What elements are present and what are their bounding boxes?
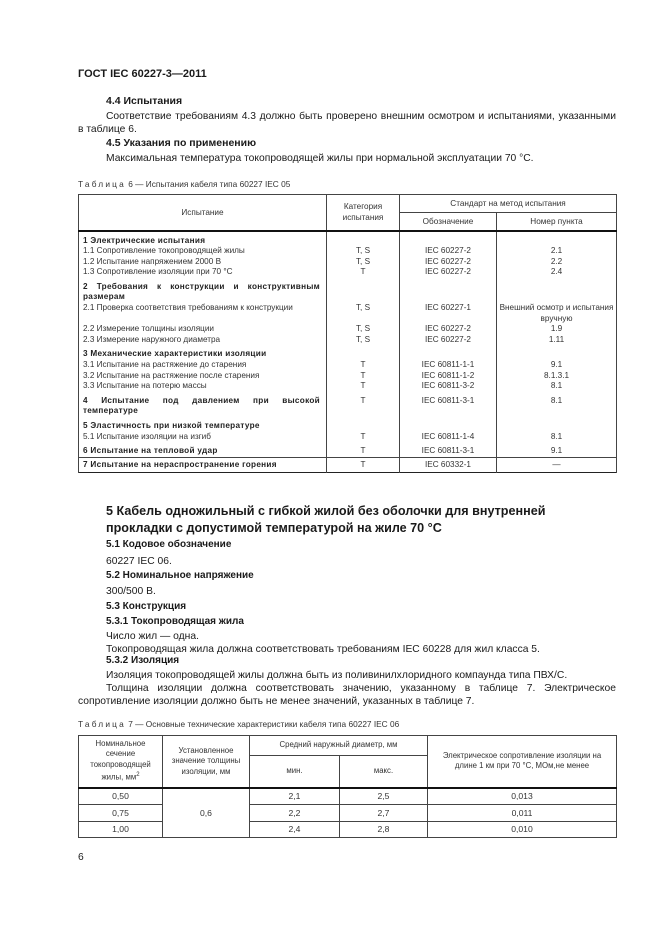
table-row [79,432,617,443]
table-row [79,788,617,805]
superscript: 2 [136,772,140,779]
header-max: макс. [340,756,428,788]
section-5-3-2-text-1: Изоляция токопроводящей жилы должна быть из поливинилхлоридного компаунда типа ПВХ/С. [106,670,568,681]
test-name: 1.3 Сопротивление изоляции при 70 °С [79,267,327,278]
test-name: 2.2 Измерение толщины изоляции [79,324,327,335]
clause-number: 8.1.3.1 [497,371,617,382]
table-row [79,360,617,371]
test-category: T, S [327,246,400,257]
standard-designation [400,278,497,303]
caption-label: Таблица [78,179,126,189]
clause-number: 1.11 [497,335,617,346]
section-4-5-title: 4.5 Указания по применению [106,137,257,149]
table-6-caption [78,179,290,189]
test-category: T [327,381,400,392]
table-row [79,303,617,324]
header-section-text: Номинальное сечение токопроводящей жилы, мм [90,738,151,783]
table-row [79,345,617,360]
caption-text: 6 — Испытания кабеля типа 60227 IEC 05 [128,179,291,189]
table-row [79,371,617,382]
table-7-caption [78,719,399,729]
table-row [79,417,617,432]
clause-number: 2.2 [497,257,617,268]
header-designation: Обозначение [400,213,497,231]
caption-text: 7 — Основные технические характеристики кабеля типа 60227 IEC 06 [128,719,400,729]
clause-number: 1.9 [497,324,617,335]
clause-number [497,417,617,432]
standard-designation: IEC 60811-1-2 [400,371,497,382]
diameter-max: 2,8 [340,821,428,838]
table-row [79,821,617,838]
nominal-section: 0,75 [79,805,163,822]
test-name: 5 Эластичность при низкой температуре [79,417,327,432]
standard-designation [400,345,497,360]
standard-designation [400,417,497,432]
insulation-resistance: 0,013 [428,788,617,805]
section-5-3-1-text-2: Токопроводящая жила должна соответствовать требованиям IEC 60228 для жил класса 5. [106,644,540,655]
header-standard: Стандарт на метод испытания [400,195,617,213]
clause-number: 2.1 [497,246,617,257]
test-category: T, S [327,303,400,324]
clause-number: Внешний осмотр и испытания вручную [497,303,617,324]
standard-designation: IEC 60811-3-1 [400,442,497,457]
section-5-3-1-title: 5.3.1 Токопроводящая жила [106,616,244,627]
table-row [79,257,617,268]
page-number: 6 [78,852,84,863]
clause-number: 2.4 [497,267,617,278]
table-row [79,324,617,335]
table-row [79,278,617,303]
clause-number: 9.1 [497,442,617,457]
clause-number: 8.1 [497,381,617,392]
table-row [79,381,617,392]
header-category: Категория испытания [327,195,400,231]
test-category: T, S [327,335,400,346]
test-name: 2.1 Проверка соответствия требованиям к конструкции [79,303,327,324]
standard-designation: IEC 60811-1-1 [400,360,497,371]
section-5-title: 5 Кабель одножильный с гибкой жилой без оболочки для внутренней прокладки с допустимой температурой на жиле 70 °С [106,504,546,535]
header-resistance: Электрическое сопротивление изоляции на длине 1 км при 70 °С, МОм,не менее [428,736,617,788]
standard-designation: IEC 60811-3-1 [400,392,497,417]
section-5-3-2-text-2: Толщина изоляции должна соответствовать значению, указанному в таблице 7. Электрическое сопротивление изоляции должно быть не менее значений, указанных в таблице 7. [78,683,616,707]
test-name: 4 Испытание под давлением при высокой температуре [79,392,327,417]
insulation-resistance: 0,010 [428,821,617,838]
header-section [79,736,163,788]
test-category: T [327,392,400,417]
test-name: 7 Испытание на нераспространение горения [79,457,327,473]
test-name: 2.3 Измерение наружного диаметра [79,335,327,346]
document-id: ГОСТ IEC 60227-3—2011 [78,68,207,80]
standard-designation: IEC 60227-2 [400,324,497,335]
clause-number [497,231,617,247]
header-clause: Номер пункта [497,213,617,231]
standard-designation: IEC 60332-1 [400,457,497,473]
clause-number: 9.1 [497,360,617,371]
test-category [327,345,400,360]
test-name: 3.2 Испытание на растяжение после старения [79,371,327,382]
test-name: 1.1 Сопротивление токопроводящей жилы [79,246,327,257]
section-5-2-text: 300/500 В. [106,586,156,597]
test-name: 3.1 Испытание на растяжение до старения [79,360,327,371]
table-row [79,392,617,417]
insulation-resistance: 0,011 [428,805,617,822]
header-min: мин. [250,756,340,788]
test-category [327,278,400,303]
section-4-5-text: Максимальная температура токопроводящей жилы при нормальной эксплуатации 70 °С. [106,153,534,164]
diameter-max: 2,7 [340,805,428,822]
test-name: 2 Требования к конструкции и конструктивным размерам [79,278,327,303]
table-row [79,335,617,346]
standard-designation: IEC 60811-1-4 [400,432,497,443]
nominal-section: 1,00 [79,821,163,838]
diameter-min: 2,4 [250,821,340,838]
test-category: T [327,457,400,473]
clause-number: 8.1 [497,392,617,417]
test-category: T [327,432,400,443]
test-category: T [327,442,400,457]
standard-designation: IEC 60227-2 [400,246,497,257]
diameter-min: 2,1 [250,788,340,805]
test-category: T, S [327,257,400,268]
standard-designation: IEC 60227-2 [400,257,497,268]
test-category [327,231,400,247]
section-5-1-title: 5.1 Кодовое обозначение [106,539,232,550]
section-4-4-text: Соответствие требованиям 4.3 должно быть проверено внешним осмотром и испытаниями, указанными в таблице 6. [78,111,616,135]
caption-label: Таблица [78,719,126,729]
test-category: T [327,371,400,382]
standard-designation: IEC 60811-3-2 [400,381,497,392]
test-category: T [327,360,400,371]
header-thickness: Установленное значение толщины изоляции, мм [163,736,250,788]
nominal-section: 0,50 [79,788,163,805]
standard-designation [400,231,497,247]
test-name: 6 Испытание на тепловой удар [79,442,327,457]
table-row [79,457,617,473]
clause-number [497,278,617,303]
table-row [79,246,617,257]
section-5-2-title: 5.2 Номинальное напряжение [106,570,254,581]
insulation-thickness: 0,6 [163,788,250,838]
header-diameter: Средний наружный диаметр, мм [250,736,428,756]
section-5-1-text: 60227 IEC 06. [106,556,172,567]
clause-number: — [497,457,617,473]
diameter-min: 2,2 [250,805,340,822]
test-name: 3.3 Испытание на потерю массы [79,381,327,392]
table-row [79,231,617,247]
table-6 [78,194,617,473]
section-5-3-1-text-1: Число жил — одна. [106,631,199,642]
standard-designation: IEC 60227-2 [400,335,497,346]
test-category: T, S [327,324,400,335]
test-name: 3 Механические характеристики изоляции [79,345,327,360]
section-5-3-2-title: 5.3.2 Изоляция [106,655,180,666]
standard-designation: IEC 60227-1 [400,303,497,324]
standard-designation: IEC 60227-2 [400,267,497,278]
diameter-max: 2,5 [340,788,428,805]
table-row [79,442,617,457]
clause-number: 8.1 [497,432,617,443]
section-4-4-title: 4.4 Испытания [106,95,183,107]
header-test: Испытание [79,195,327,231]
table-row [79,805,617,822]
clause-number [497,345,617,360]
test-name: 1.2 Испытание напряжением 2000 В [79,257,327,268]
section-5-3-title: 5.3 Конструкция [106,601,187,612]
test-name: 1 Электрические испытания [79,231,327,247]
table-row [79,267,617,278]
table-7 [78,735,617,838]
test-category [327,417,400,432]
test-name: 5.1 Испытание изоляции на изгиб [79,432,327,443]
test-category: T [327,267,400,278]
